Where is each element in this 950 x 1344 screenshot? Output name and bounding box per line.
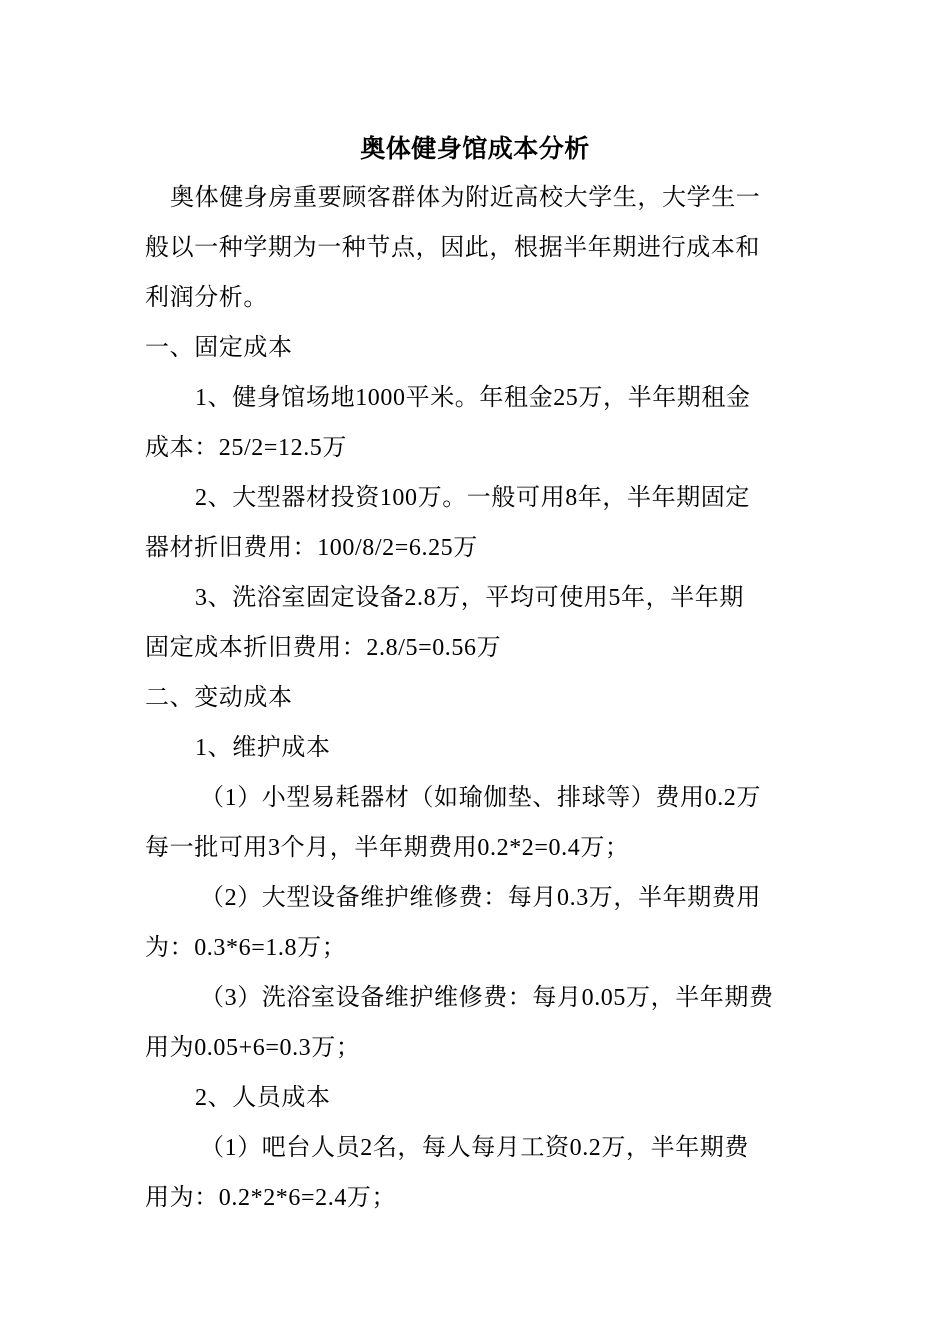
maintenance-item-1-line-1: （1）小型易耗器材（如瑜伽垫、排球等）费用0.2万	[200, 785, 761, 811]
fixed-item-3-line-1: 3、洗浴室固定设备2.8万，平均可使用5年，半年期	[195, 585, 744, 611]
maintenance-item-1-line-2: 每一批可用3个月，半年期费用0.2*2=0.4万；	[145, 835, 630, 861]
intro-line-3: 利润分析。	[145, 285, 268, 311]
intro-line-2: 般以一种学期为一种节点，因此，根据半年期进行成本和	[145, 235, 760, 261]
document-title: 奥体健身馆成本分析	[360, 136, 590, 163]
fixed-item-2-line-1: 2、大型器材投资100万。一般可用8年，半年期固定	[195, 485, 750, 511]
section-heading-fixed-cost: 一、固定成本	[145, 335, 293, 361]
personnel-item-1-line-1: （1）吧台人员2名，每人每月工资0.2万，半年期费	[200, 1135, 749, 1161]
maintenance-item-3-line-1: （3）洗浴室设备维护维修费：每月0.05万，半年期费	[200, 985, 774, 1011]
fixed-item-2-line-2: 器材折旧费用：100/8/2=6.25万	[145, 535, 478, 561]
maintenance-item-2-line-2: 为：0.3*6=1.8万；	[145, 935, 347, 961]
section-heading-variable-cost: 二、变动成本	[145, 685, 293, 711]
fixed-item-3-line-2: 固定成本折旧费用：2.8/5=0.56万	[145, 635, 502, 661]
personnel-item-1-line-2: 用为：0.2*2*6=2.4万；	[145, 1185, 397, 1211]
intro-line-1: 奥体健身房重要顾客群体为附近高校大学生，大学生一	[170, 185, 761, 211]
fixed-item-1-line-1: 1、健身馆场地1000平米。年租金25万，半年期租金	[195, 385, 751, 411]
maintenance-item-2-line-1: （2）大型设备维护维修费：每月0.3万，半年期费用	[200, 885, 761, 911]
maintenance-item-3-line-2: 用为0.05+6=0.3万；	[145, 1035, 361, 1061]
fixed-item-1-line-2: 成本：25/2=12.5万	[145, 435, 348, 461]
subsection-personnel-cost: 2、人员成本	[195, 1085, 331, 1111]
subsection-maintenance-cost: 1、维护成本	[195, 735, 331, 761]
